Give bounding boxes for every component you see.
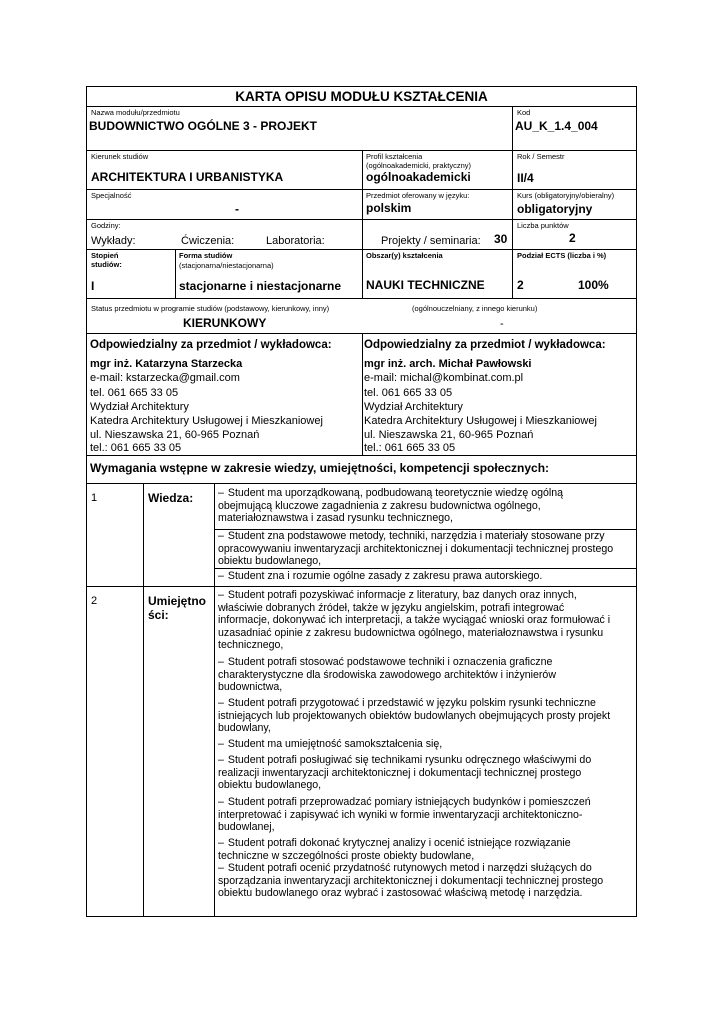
points-label: Liczba punktów xyxy=(517,221,569,230)
hours-label: Godziny: xyxy=(91,221,121,230)
dash-bullet: – xyxy=(218,738,224,750)
dash-bullet: – xyxy=(218,570,224,582)
specialty-value: - xyxy=(235,202,239,216)
responsible-faculty: Wydział Architektury xyxy=(364,401,463,413)
dash-bullet: – xyxy=(218,862,224,874)
code-label: Kod xyxy=(517,108,531,117)
dash-bullet: – xyxy=(218,656,224,668)
responsible-name: mgr inż. Katarzyna Starzecka xyxy=(90,358,243,370)
responsible-tel: tel. 061 665 33 05 xyxy=(364,387,453,399)
ects-value: 2 xyxy=(517,278,524,292)
requirement-item: – Student zna i rozumie ogólne zasady z zakresu prawa autorskiego. xyxy=(218,570,543,582)
status-value-2: - xyxy=(500,318,504,330)
requirement-item: – Student potrafi pozyskiwać informacje z literatury, baz danych oraz innych, właściwie dobranych źródeł, także w języku angielskim, potrafi integrować informacje, dokonywać ich interpretacji, a także wyciągać wnioski oraz formułować i uzasadniać opinie z zakresu budownictwa ogólnego, materiałoznawstwa i rysunku technicznego, xyxy=(218,589,611,652)
requirement-category: Umiejętno xyxy=(148,594,207,608)
profile-label: Profil kształcenia xyxy=(366,152,423,161)
responsible-name: mgr inż. arch. Michał Pawłowski xyxy=(364,358,532,370)
responsible-address: ul. Nieszawska 21, 60-965 Poznań xyxy=(364,429,534,441)
responsible-address: ul. Nieszawska 21, 60-965 Poznań xyxy=(90,429,260,441)
language-label: Przedmiot oferowany w języku: xyxy=(366,191,470,200)
dash-bullet: – xyxy=(218,487,224,499)
field-value: ARCHITEKTURA I URBANISTYKA xyxy=(91,170,284,184)
requirement-item: – Student zna podstawowe metody, techniki, narzędzia i materiały stosowane przy opracowywaniu inwentaryzacji architektonicznej i dokumentacji technicznej prostego obiektu budowlanego, xyxy=(218,530,614,568)
dash-bullet: – xyxy=(218,796,224,808)
year-value: II/4 xyxy=(517,171,534,185)
field-label: Kierunek studiów xyxy=(91,152,149,161)
projects-label: Projekty / seminaria: xyxy=(381,235,481,247)
requirements-heading: Wymagania wstępne w zakresie wiedzy, umiejętności, kompetencji społecznych: xyxy=(90,461,550,475)
requirement-item: – Student ma umiejętność samokształcenia się, xyxy=(218,738,443,750)
requirement-number: 1 xyxy=(91,492,98,504)
exercises-label: Ćwiczenia: xyxy=(181,235,235,247)
status-label: Status przedmiotu w programie studiów (podstawowy, kierunkowy, inny) xyxy=(91,304,330,313)
form-label-hint: (stacjonarna/niestacjonarna) xyxy=(179,261,274,270)
requirement-item: – Student potrafi ocenić przydatność rutynowych metod i narzędzi służących do sporządzania inwentaryzacji architektonicznej i dokumentacji technicznej prostego obiektu budowlanego oraz wybrać i zastosować właściwą metodę i narzędzia. xyxy=(218,862,604,900)
year-label: Rok / Semestr xyxy=(517,152,565,161)
dash-bullet: – xyxy=(218,530,224,542)
requirement-item: – Student potrafi przygotować i przedstawić w języku polskim rysunki techniczne istniejących lub projektowanych obiektów budowlanych obejmujących prosty projekt budowlany, xyxy=(218,697,611,735)
degree-value: I xyxy=(91,279,95,293)
status-label-2: (ogólnouczelniany, z innego kierunku) xyxy=(412,304,538,313)
requirement-category-2: ści: xyxy=(148,608,169,622)
lectures-label: Wykłady: xyxy=(91,235,136,247)
form-label: Forma studiów xyxy=(179,251,233,260)
responsible-heading: Odpowiedzialny za przedmiot / wykładowca: xyxy=(90,339,332,351)
responsible-tel2: tel.: 061 665 33 05 xyxy=(364,442,456,454)
projects-hours-value: 30 xyxy=(494,232,508,246)
status-value: KIERUNKOWY xyxy=(183,316,267,330)
course-type-label: Kurs (obligatoryjny/obieralny) xyxy=(517,191,615,200)
ects-percent: 100% xyxy=(578,278,609,292)
module-name-value: BUDOWNICTWO OGÓLNE 3 - PROJEKT xyxy=(89,119,317,133)
requirement-item: – Student potrafi przeprowadzać pomiary istniejących budynków i pomieszczeń interpretować i zapisywać ich wyniki w formie inwentaryzacji architektoniczno- budowlanej, xyxy=(218,796,591,834)
module-name-label: Nazwa modułu/przedmiotu xyxy=(91,108,180,117)
form-value: stacjonarne i niestacjonarne xyxy=(179,279,342,293)
requirement-item: – Student potrafi dokonać krytycznej analizy i ocenić istniejące rozwiązanie techniczne w szczególności proste obiekty budowlane, xyxy=(218,837,571,862)
dash-bullet: – xyxy=(218,589,224,601)
responsible-email: e-mail: kstarzecka@gmail.com xyxy=(90,372,240,384)
responsible-tel2: tel.: 061 665 33 05 xyxy=(90,442,182,454)
ects-label: Podział ECTS (liczba i %) xyxy=(517,251,607,260)
profile-value: ogólnoakademicki xyxy=(366,170,471,184)
requirement-item: – Student potrafi posługiwać się technikami rysunku odręcznego właściwymi do realizacji inwentaryzacji architektonicznej i dokumentacji technicznej prostego obiektu budowlanego, xyxy=(218,754,592,792)
responsible-heading: Odpowiedzialny za przedmiot / wykładowca: xyxy=(364,339,606,351)
requirement-item: – Student potrafi stosować podstawowe techniki i oznaczenia graficzne charakterystyczne dla środowiska zawodowego architektów i inżynierów budownictwa, xyxy=(218,656,556,694)
requirement-item: – Student ma uporządkowaną, podbudowaną teoretycznie wiedzę ogólną obejmującą kluczowe zagadnienia z zakresu budownictwa ogólnego, materiałoznawstwa i zasad rysunku technicznego, xyxy=(218,487,564,525)
degree-label: Stopień xyxy=(91,251,119,260)
area-value: NAUKI TECHNICZNE xyxy=(366,278,485,292)
area-label: Obszar(y) kształcenia xyxy=(366,251,443,260)
requirement-number: 2 xyxy=(91,595,98,607)
profile-label-hint: (ogólnoakademicki, praktyczny) xyxy=(366,161,472,170)
specialty-label: Specjalność xyxy=(91,191,132,200)
dash-bullet: – xyxy=(218,837,224,849)
page-title: KARTA OPISU MODUŁU KSZTAŁCENIA xyxy=(235,89,488,104)
points-value: 2 xyxy=(569,231,576,245)
requirement-category: Wiedza: xyxy=(148,491,194,505)
responsible-faculty: Wydział Architektury xyxy=(90,401,189,413)
responsible-department: Katedra Architektury Usługowej i Mieszkaniowej xyxy=(90,415,323,427)
dash-bullet: – xyxy=(218,754,224,766)
course-type-value: obligatoryjny xyxy=(517,202,593,216)
responsible-department: Katedra Architektury Usługowej i Mieszkaniowej xyxy=(364,415,597,427)
degree-label-2: studiów: xyxy=(91,260,122,269)
dash-bullet: – xyxy=(218,697,224,709)
responsible-email: e-mail: michal@kombinat.com.pl xyxy=(364,372,524,384)
language-value: polskim xyxy=(366,201,412,215)
code-value: AU_K_1.4_004 xyxy=(515,119,598,133)
responsible-tel: tel. 061 665 33 05 xyxy=(90,387,179,399)
laboratory-label: Laboratoria: xyxy=(266,235,325,247)
